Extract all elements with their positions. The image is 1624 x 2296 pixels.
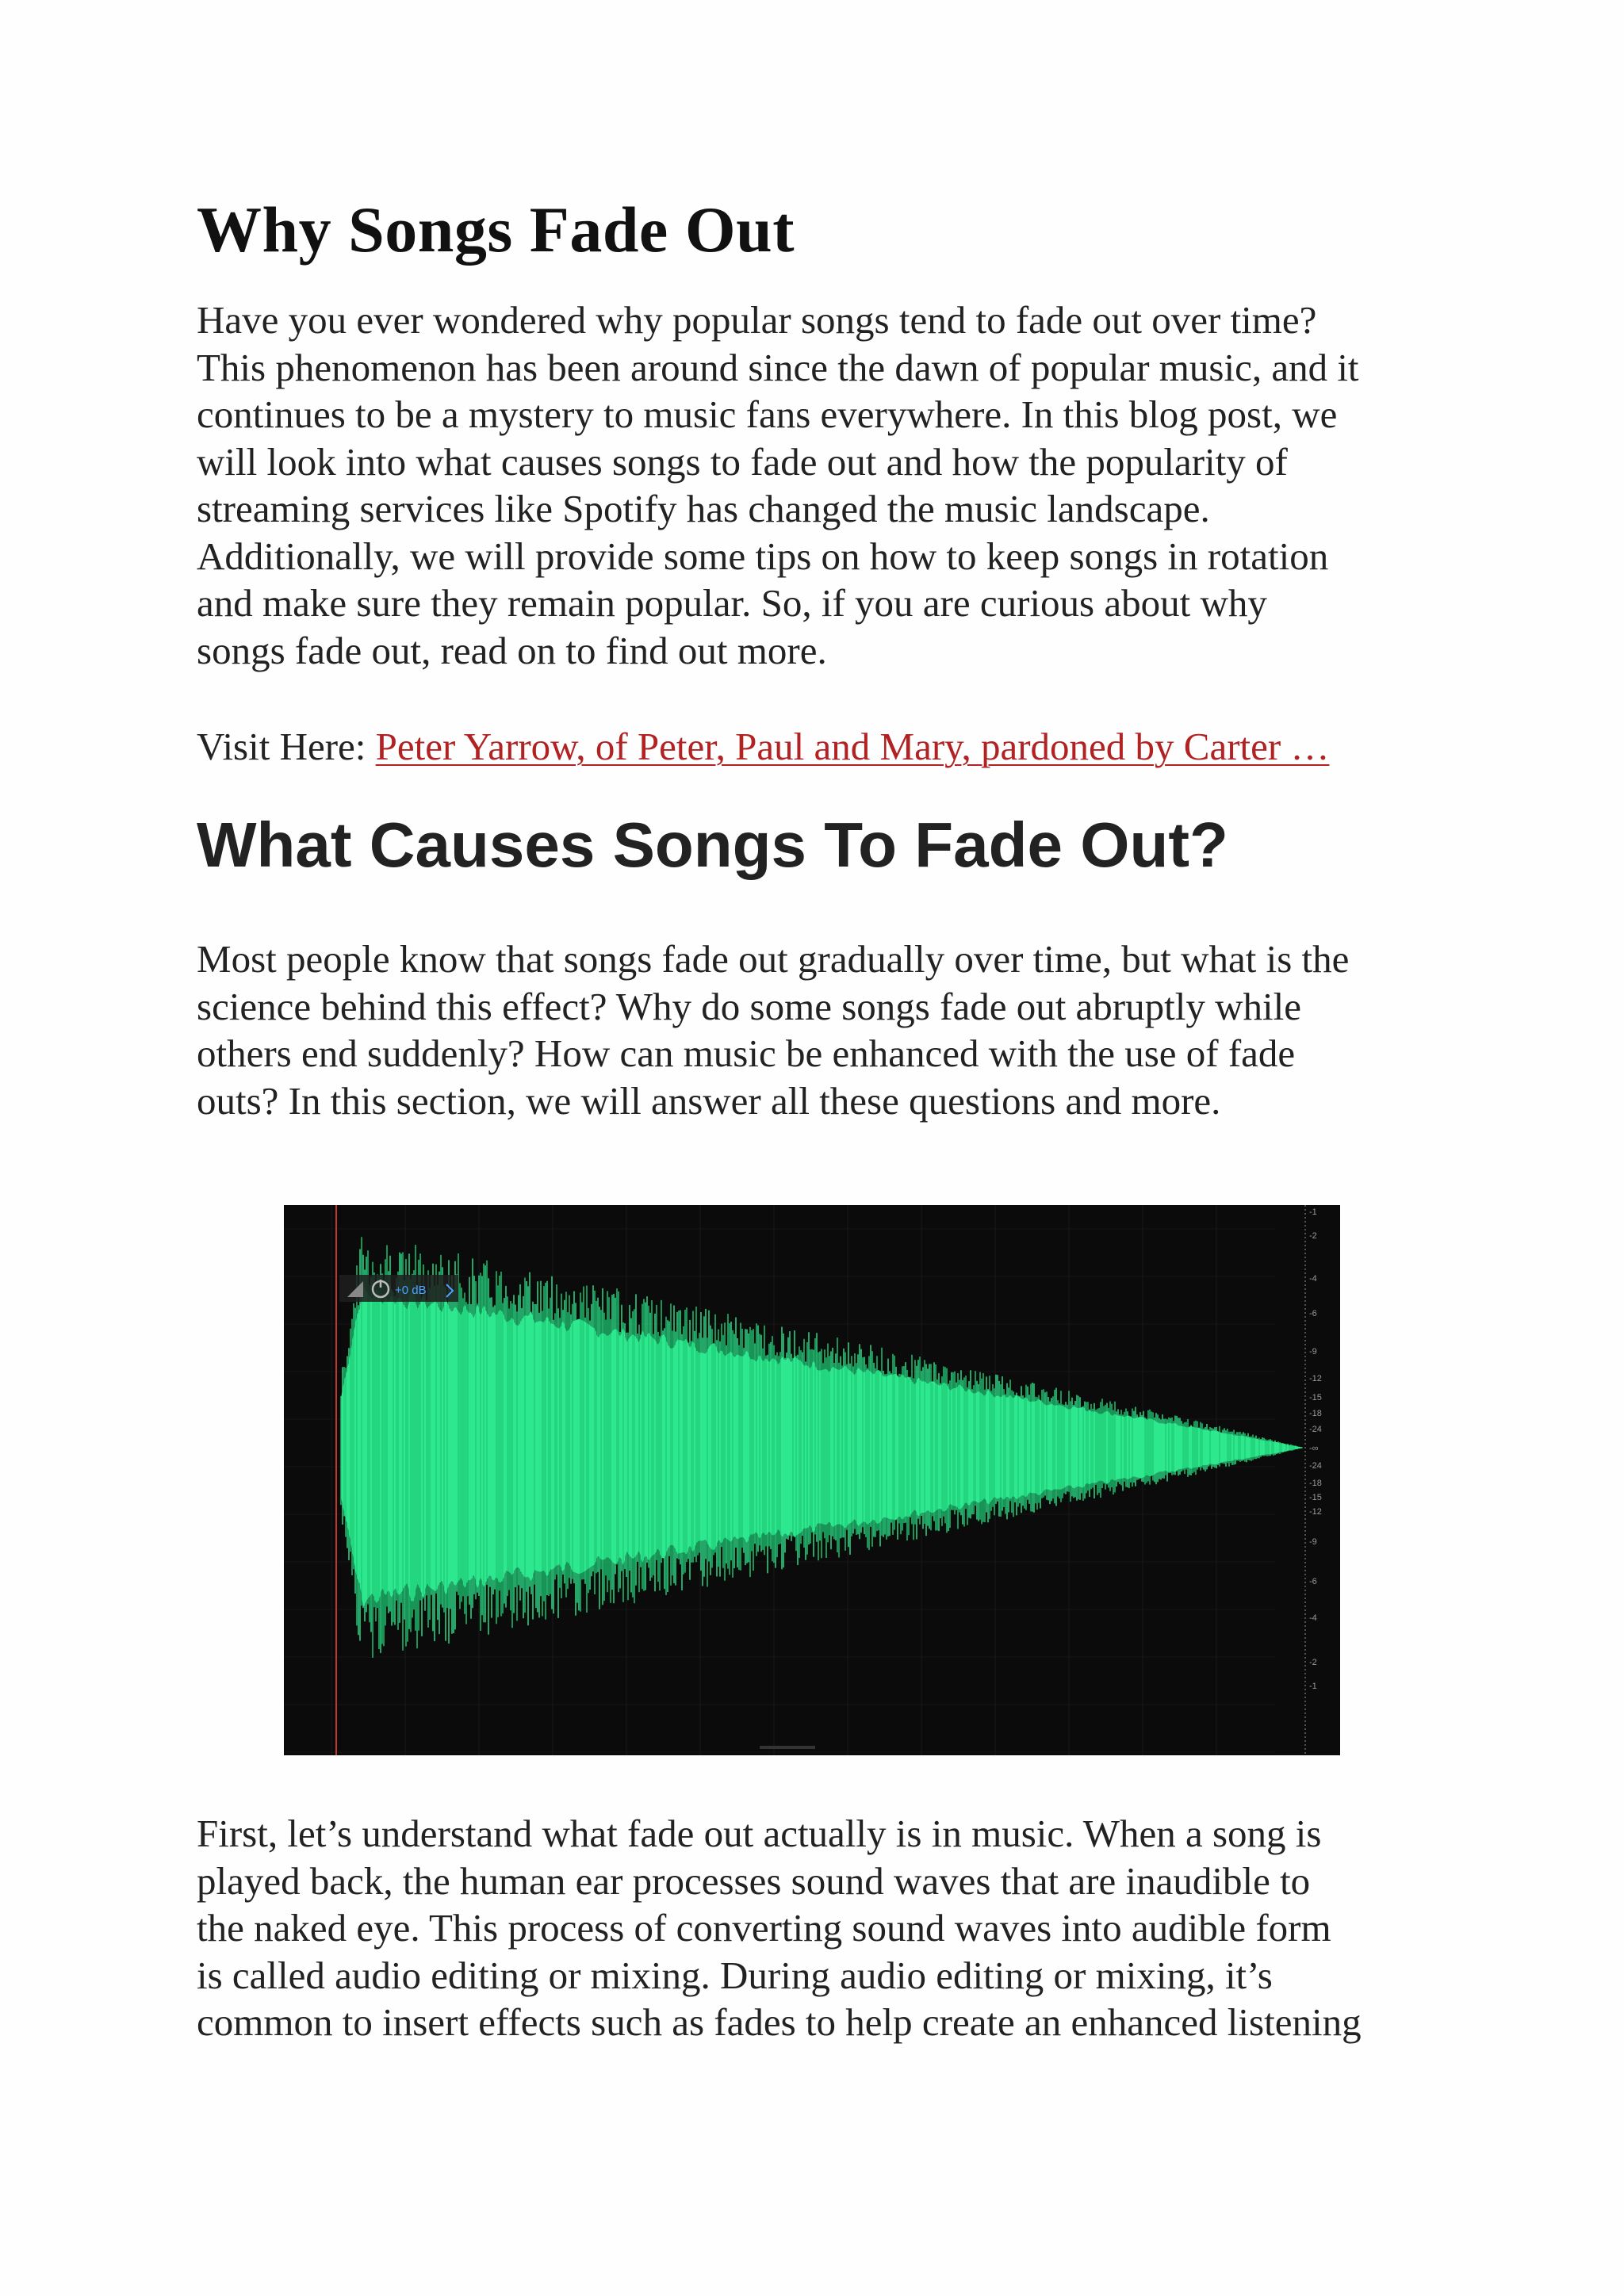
db-tick-label: -4 [1309,1613,1317,1623]
db-tick-label: -18 [1309,1479,1322,1488]
db-tick-label: -2 [1309,1658,1317,1667]
db-tick-label: -12 [1309,1507,1322,1517]
body-line: the naked eye. This process of converting sound waves into audible form [197,1906,1331,1950]
scroll-handle[interactable] [760,1746,815,1749]
db-tick-label: -9 [1309,1537,1317,1547]
db-tick-label: -9 [1309,1347,1317,1357]
section-line: science behind this effect? Why do some songs fade out abruptly while [197,984,1301,1028]
db-tick-label: -12 [1309,1374,1322,1383]
intro-line: Additionally, we will provide some tips on how to keep songs in rotation [197,534,1329,578]
db-tick-label: -24 [1309,1425,1322,1434]
db-tick-label: -6 [1309,1309,1317,1318]
gain-readout: +0 dB [395,1284,427,1297]
db-tick-label: -1 [1309,1207,1317,1217]
article-title: Why Songs Fade Out [197,193,795,266]
db-tick-label: -1 [1309,1682,1317,1691]
intro-line: This phenomenon has been around since the dawn of popular music, and it [197,345,1359,389]
section-line: Most people know that songs fade out gradually over time, but what is the [197,937,1350,981]
body-paragraph-container [197,1810,1434,2046]
intro-line: and make sure they remain popular. So, if you are curious about why [197,581,1267,625]
visit-link[interactable]: Peter Yarrow, of Peter, Paul and Mary, pardoned by Carter … [375,725,1330,768]
section-paragraph [197,936,1434,1124]
visit-line [197,723,1434,771]
db-tick-label: -15 [1309,1393,1322,1402]
intro-line: songs fade out, read on to find out more. [197,628,827,672]
db-tick-label: -15 [1309,1493,1322,1502]
body-line: is called audio editing or mixing. During audio editing or mixing, it’s [197,1953,1273,1997]
article-body [197,190,1434,1124]
db-tick-label: -∞ [1309,1444,1319,1453]
db-tick-label: -24 [1309,1461,1322,1471]
waveform-toolbar [339,1275,458,1302]
intro-line: will look into what causes songs to fade out and how the popularity of [197,439,1288,484]
waveform-image [284,1205,1340,1755]
section-line: others end suddenly? How can music be enhanced with the use of fade [197,1031,1296,1075]
intro-line: streaming services like Spotify has changed the music landscape. [197,487,1210,530]
body-line: played back, the human ear processes sound waves that are inaudible to [197,1858,1311,1903]
intro-paragraph [197,297,1434,674]
visit-label: Visit Here: [197,725,376,768]
body-line: First, let’s understand what fade out actually is in music. When a song is [197,1812,1322,1855]
body-paragraph [197,1810,1434,2046]
db-tick-label: -18 [1309,1409,1322,1418]
intro-line: continues to be a mystery to music fans everywhere. In this blog post, we [197,392,1338,436]
db-tick-label: -6 [1309,1577,1317,1586]
intro-line: Have you ever wondered why popular songs tend to fade out over time? [197,298,1317,342]
db-tick-label: -2 [1309,1231,1317,1241]
section-line: outs? In this section, we will answer all these questions and more. [197,1078,1221,1123]
body-line: common to insert effects such as fades to help create an enhanced listening [197,2000,1362,2044]
waveform-graphic [284,1205,1340,1755]
section-heading: What Causes Songs To Fade Out? [197,809,1228,880]
db-tick-label: -4 [1309,1274,1317,1284]
